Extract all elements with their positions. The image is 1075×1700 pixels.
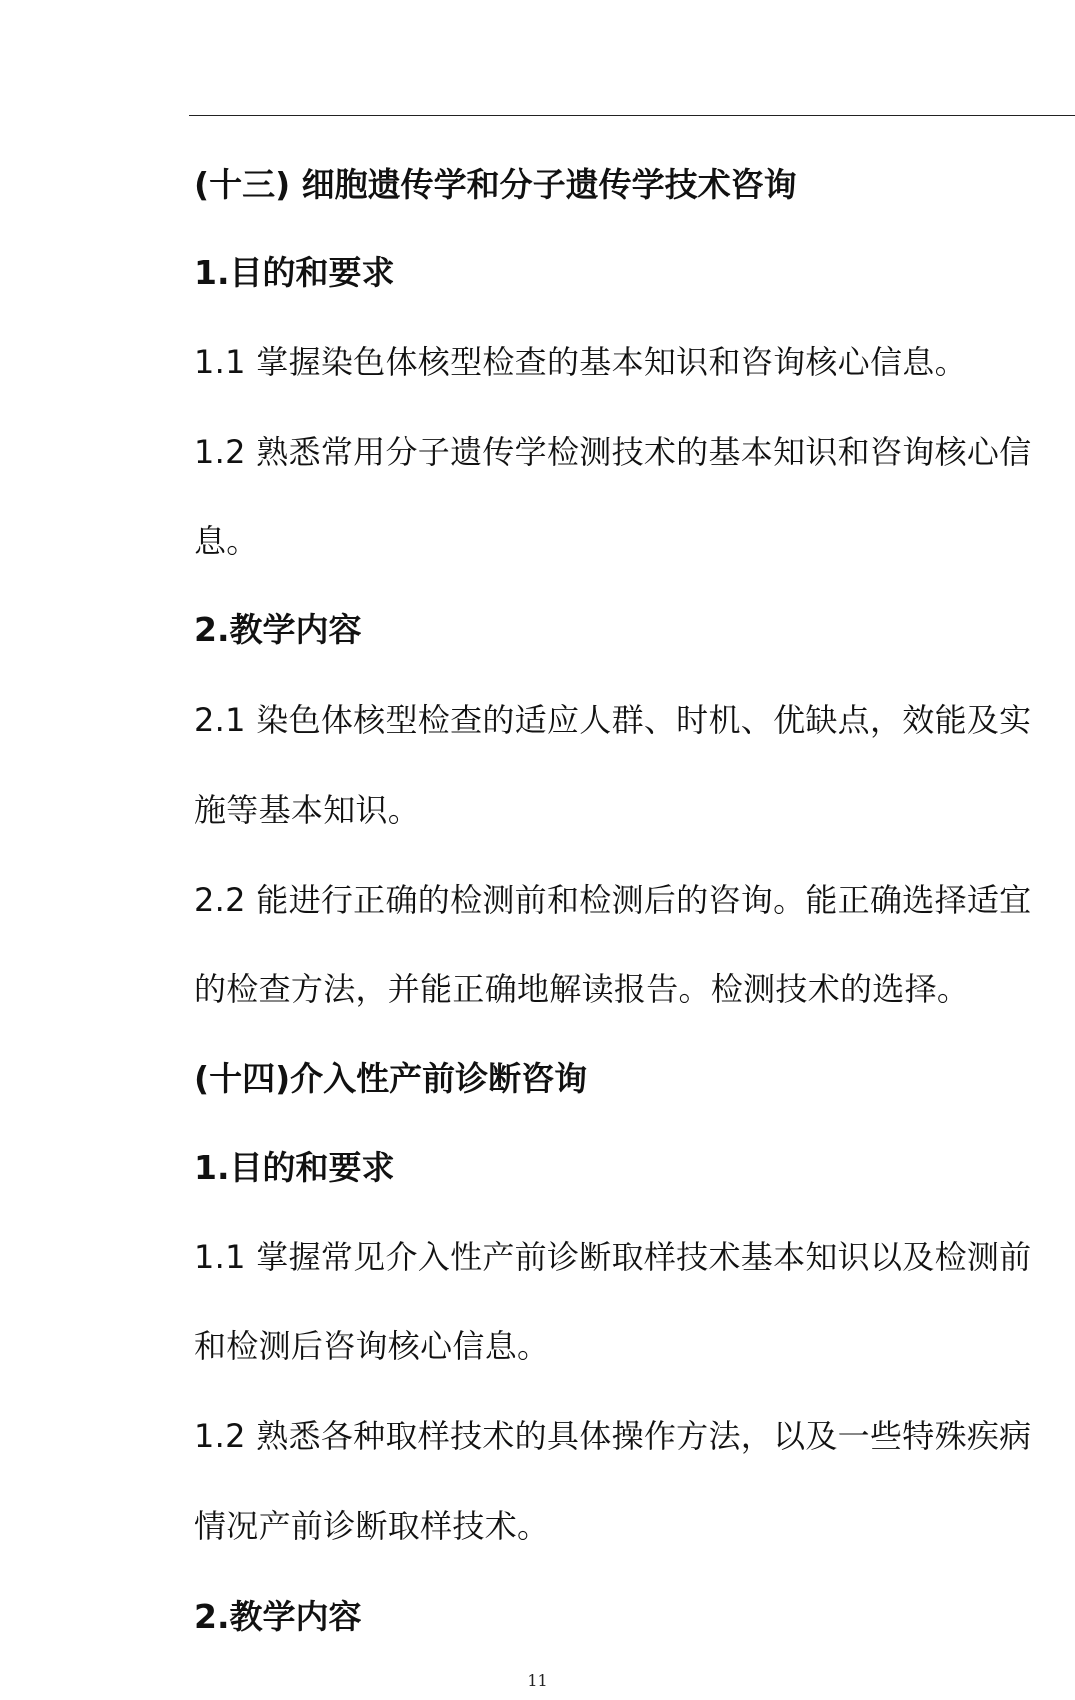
subsection-heading-goals: 1.目的和要求: [194, 253, 395, 292]
page-number: 11: [527, 1671, 548, 1690]
paragraph-1-2-line-2: 息。: [194, 522, 259, 560]
paragraph-1-1-b-line-2: 和检测后咨询核心信息。: [194, 1327, 550, 1365]
paragraph-1-1: 1.1 掌握染色体核型检查的基本知识和咨询核心信息。: [194, 343, 967, 381]
paragraph-1-2-b-line-2: 情况产前诊断取样技术。: [194, 1507, 550, 1545]
section-heading-14: (十四)介入性产前诊断咨询: [194, 1059, 588, 1098]
subsection-heading-goals-2: 1.目的和要求: [194, 1148, 395, 1187]
subsection-heading-content: 2.教学内容: [194, 610, 362, 649]
header-rule: [189, 115, 1075, 116]
paragraph-2-2-line-2: 的检查方法，并能正确地解读报告。检测技术的选择。: [194, 970, 970, 1008]
subsection-heading-content-2: 2.教学内容: [194, 1597, 362, 1636]
paragraph-2-1-line-2: 施等基本知识。: [194, 791, 421, 829]
section-heading-13: (十三) 细胞遗传学和分子遗传学技术咨询: [194, 165, 797, 204]
paragraph-2-1-line-1: 2.1 染色体核型检查的适应人群、时机、优缺点，效能及实: [194, 701, 1032, 739]
paragraph-1-1-b-line-1: 1.1 掌握常见介入性产前诊断取样技术基本知识以及检测前: [194, 1238, 1032, 1276]
paragraph-1-2-b-line-1: 1.2 熟悉各种取样技术的具体操作方法，以及一些特殊疾病: [194, 1417, 1032, 1455]
paragraph-2-2-line-1: 2.2 能进行正确的检测前和检测后的咨询。能正确选择适宜: [194, 881, 1032, 919]
paragraph-1-2-line-1: 1.2 熟悉常用分子遗传学检测技术的基本知识和咨询核心信: [194, 433, 1032, 471]
